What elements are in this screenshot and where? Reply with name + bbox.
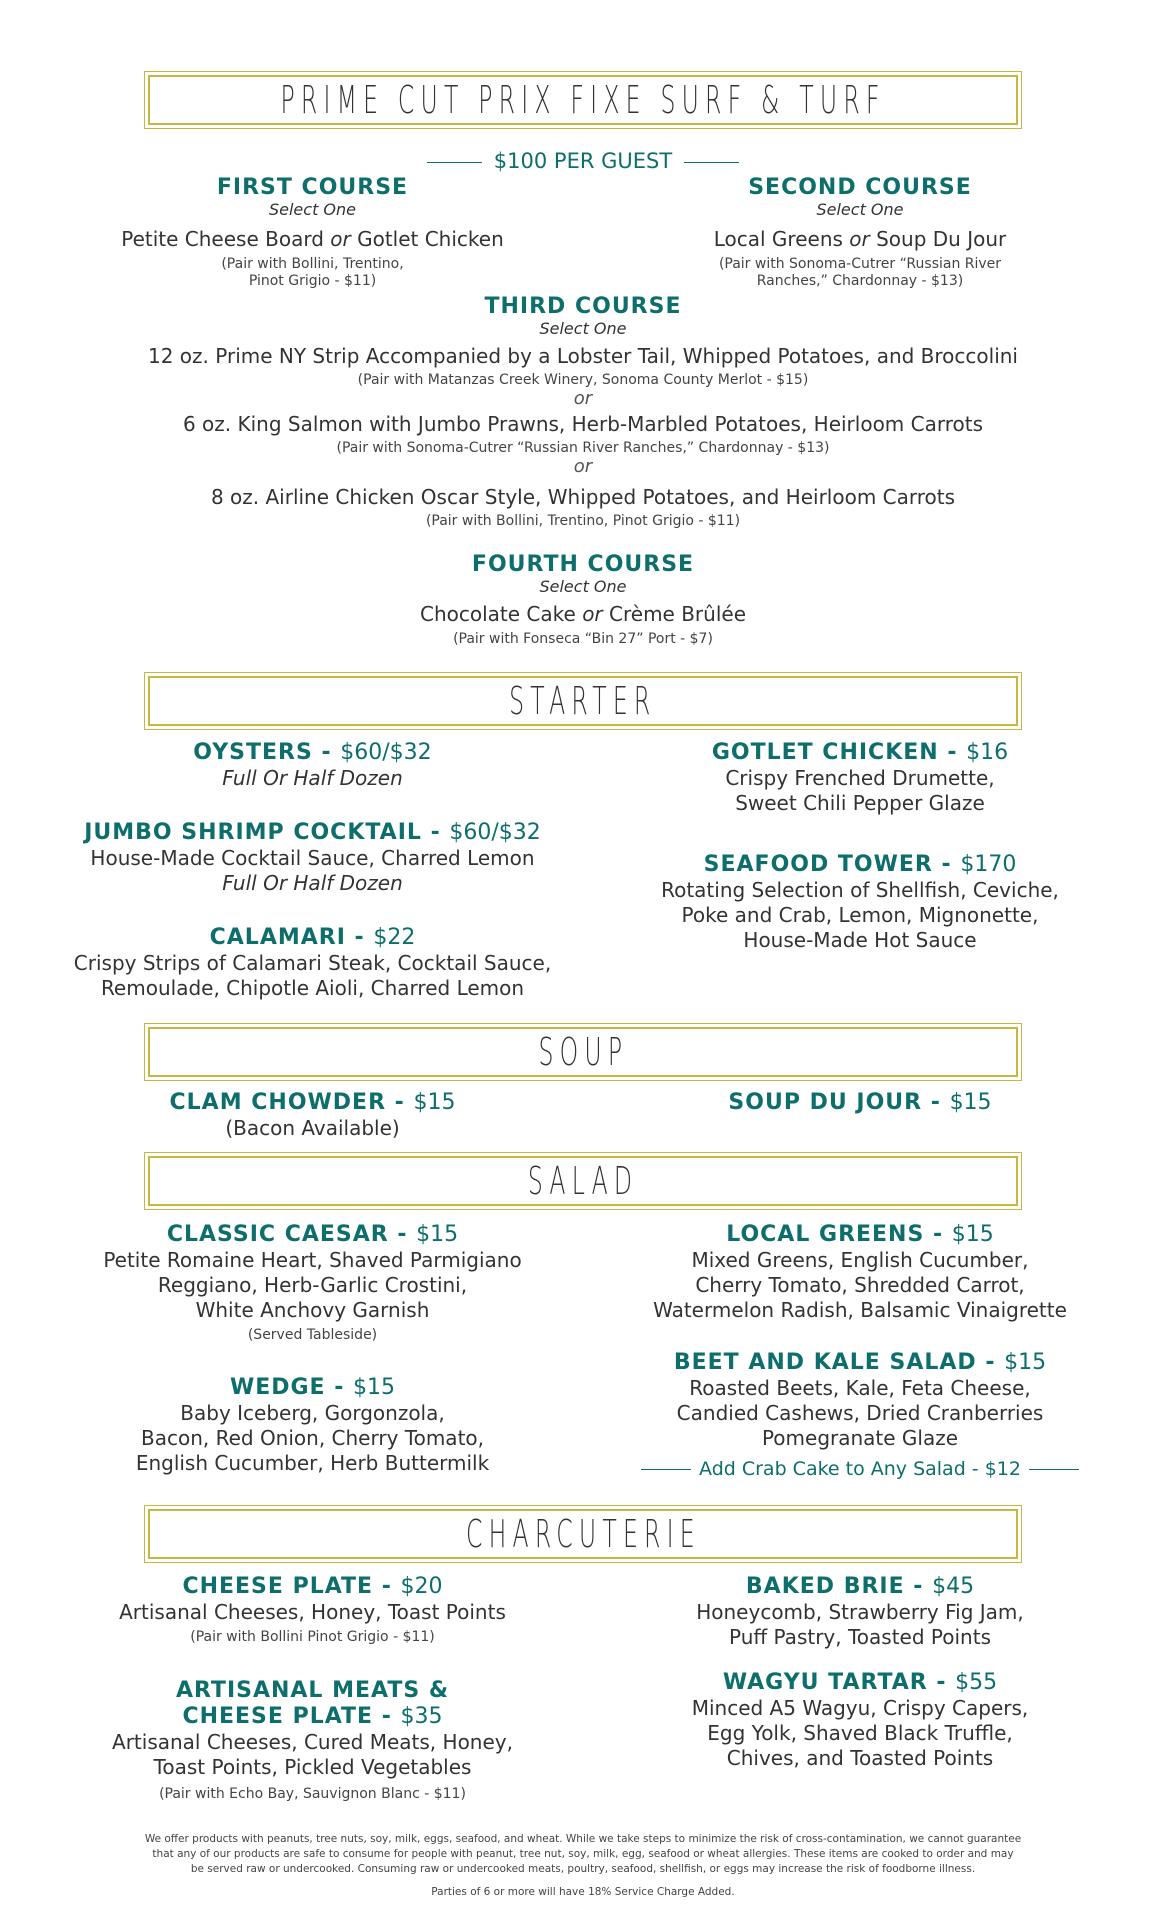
item-description: Roasted Beets, Kale, Feta Cheese, — [689, 1376, 1031, 1400]
item-title: CLAM CHOWDER - $15 — [169, 1090, 456, 1115]
wedge-item — [40, 1375, 585, 1476]
item-description: Mixed Greens, English Cucumber, — [691, 1248, 1029, 1272]
first-course — [40, 175, 585, 290]
clam-chowder-item — [40, 1090, 585, 1141]
item-description: Crispy Frenched Drumette, — [725, 766, 995, 790]
service-charge-note: Parties of 6 or more will have 18% Service Charge Added. — [431, 1886, 735, 1898]
item-description: Bacon, Red Onion, Cherry Tomato, — [140, 1426, 485, 1450]
cheese-plate-item — [40, 1574, 585, 1646]
divider — [1029, 1469, 1079, 1470]
entree-option: 12 oz. Prime NY Strip Accompanied by a Lobster Tail, Whipped Potatoes, and Broccolini — [148, 344, 1018, 368]
item-description: Rotating Selection of Shellfish, Ceviche, — [661, 878, 1059, 902]
course-options: Petite Cheese Board or Gotlet Chicken — [121, 227, 504, 251]
pairing: (Pair with Bollini, Trentino, Pinot Grigio - $11) — [425, 513, 741, 529]
item-description: English Cucumber, Herb Buttermilk — [135, 1451, 490, 1475]
wagyu-tartar-item — [600, 1670, 1120, 1771]
baked-brie-item — [600, 1574, 1120, 1650]
item-description: Minced A5 Wagyu, Crispy Capers, — [691, 1696, 1029, 1720]
second-course — [600, 175, 1120, 290]
item-title: JUMBO SHRIMP COCKTAIL - $60/$32 — [84, 820, 541, 845]
course-title: THIRD COURSE — [484, 294, 682, 319]
divider — [427, 162, 482, 163]
select-one: Select One — [539, 577, 627, 596]
course-title: SECOND COURSE — [748, 175, 972, 200]
item-description: Chives, and Toasted Points — [726, 1746, 994, 1770]
item-description: Artisanal Cheeses, Honey, Toast Points — [119, 1600, 506, 1624]
item-title: CHEESE PLATE - $35 — [182, 1704, 443, 1729]
item-description: House-Made Cocktail Sauce, Charred Lemon — [90, 846, 535, 870]
pairing: (Pair with Bollini Pinot Grigio - $11) — [190, 1629, 435, 1645]
pairing: (Pair with Sonoma-Cutrer “Russian River Ranches,” Chardonnay - $13) — [718, 256, 1002, 289]
shrimp-cocktail-item — [40, 820, 585, 896]
item-note: (Bacon Available) — [225, 1116, 400, 1140]
select-one: Select One — [539, 319, 627, 338]
item-title: SOUP DU JOUR - $15 — [728, 1090, 992, 1115]
or-separator: or — [573, 456, 593, 477]
soup-du-jour-item — [600, 1090, 1120, 1116]
pairing: (Pair with Fonseca “Bin 27” Port - $7) — [453, 631, 713, 647]
item-title: CHEESE PLATE - $20 — [182, 1574, 443, 1599]
item-description: House-Made Hot Sauce — [743, 928, 977, 952]
crab-cake-addon: Add Crab Cake to Any Salad - $12 — [600, 1457, 1120, 1482]
item-title: GOTLET CHICKEN - $16 — [711, 740, 1009, 765]
pairing: (Pair with Sonoma-Cutrer “Russian River Ranches,” Chardonnay - $13) — [336, 440, 830, 456]
item-description: Remoulade, Chipotle Aioli, Charred Lemon — [100, 976, 525, 1000]
course-options: Chocolate Cake or Crème Brûlée — [420, 602, 746, 626]
item-description: White Anchovy Garnish — [195, 1298, 430, 1322]
charcuterie-banner: CHARCUTERIE — [148, 1509, 1018, 1559]
item-description: Cherry Tomato, Shredded Carrot, — [695, 1273, 1025, 1297]
course-title: FIRST COURSE — [216, 175, 409, 200]
oysters-item — [40, 740, 585, 791]
item-description: Reggiano, Herb-Garlic Crostini, — [157, 1273, 468, 1297]
item-title: WAGYU TARTAR - $55 — [722, 1670, 998, 1695]
item-note: Full Or Half Dozen — [222, 871, 403, 895]
item-title: LOCAL GREENS - $15 — [726, 1222, 994, 1247]
item-description: Poke and Crab, Lemon, Mignonette, — [681, 903, 1039, 927]
item-description: Candied Cashews, Dried Cranberries — [676, 1401, 1044, 1425]
entree-option: 6 oz. King Salmon with Jumbo Prawns, Herb-Marbled Potatoes, Heirloom Carrots — [182, 412, 984, 436]
artisanal-meats-item — [40, 1678, 585, 1803]
seafood-tower-item — [600, 852, 1120, 953]
item-description: Watermelon Radish, Balsamic Vinaigrette — [653, 1298, 1067, 1322]
item-description: Egg Yolk, Shaved Black Truffle, — [707, 1721, 1013, 1745]
divider — [641, 1469, 691, 1470]
classic-caesar-item — [40, 1222, 585, 1344]
prix-fixe-banner: PRIME CUT PRIX FIXE SURF & TURF — [148, 75, 1018, 125]
select-one: Select One — [268, 200, 357, 219]
item-description: Toast Points, Pickled Vegetables — [153, 1755, 472, 1779]
item-title: OYSTERS - $60/$32 — [193, 740, 432, 765]
item-title: CALAMARI - $22 — [209, 925, 416, 950]
item-title: ARTISANAL MEATS & — [175, 1678, 450, 1703]
item-title: CLASSIC CAESAR - $15 — [166, 1222, 459, 1247]
third-course — [40, 294, 1126, 530]
beet-kale-salad-item — [600, 1350, 1120, 1451]
starter-banner: STARTER — [148, 676, 1018, 726]
item-description: Honeycomb, Strawberry Fig Jam, — [696, 1600, 1024, 1624]
item-description: Petite Romaine Heart, Shaved Parmigiano — [103, 1248, 522, 1272]
pairing: (Pair with Bollini, Trentino, Pinot Grigio - $11) — [221, 256, 404, 289]
divider — [684, 162, 739, 163]
or-separator: or — [573, 388, 593, 409]
pairing: (Pair with Matanzas Creek Winery, Sonoma County Merlot - $15) — [357, 372, 809, 388]
item-description: Artisanal Cheeses, Cured Meats, Honey, — [112, 1730, 513, 1754]
item-title: BAKED BRIE - $45 — [745, 1574, 975, 1599]
local-greens-item — [600, 1222, 1120, 1323]
calamari-item — [40, 925, 585, 1001]
item-description: Sweet Chili Pepper Glaze — [735, 791, 985, 815]
course-options: Local Greens or Soup Du Jour — [713, 227, 1007, 251]
price-per-guest: $100 PER GUEST — [40, 148, 1126, 174]
item-title: BEET AND KALE SALAD - $15 — [673, 1350, 1047, 1375]
gotlet-chicken-item — [600, 740, 1120, 816]
item-note: Full Or Half Dozen — [222, 766, 403, 790]
soup-banner: SOUP — [148, 1027, 1018, 1077]
item-description: Baby Iceberg, Gorgonzola, — [180, 1401, 445, 1425]
item-note: (Served Tableside) — [247, 1327, 378, 1343]
select-one: Select One — [816, 200, 904, 219]
fourth-course — [40, 552, 1126, 648]
salad-banner: SALAD — [148, 1156, 1018, 1206]
allergen-disclaimer: We offer products with peanuts, tree nuts, soy, milk, eggs, seafood, and wheat. While we take steps to minimize the risk of cross-contamination, we cannot guarantee that any of our products are safe to consume for people with peanut, tree nut, soy, milk, egg, seafood or wheat allergies. These items are cooked to order and may be served raw or undercooked. Consuming raw or undercooked meats, poultry, seafood, shellfish, or eggs may increase the risk of foodborne illness. — [144, 1833, 1022, 1875]
entree-option: 8 oz. Airline Chicken Oscar Style, Whipped Potatoes, and Heirloom Carrots — [210, 485, 956, 509]
item-description: Puff Pastry, Toasted Points — [729, 1625, 991, 1649]
item-title: SEAFOOD TOWER - $170 — [703, 852, 1017, 877]
pairing: (Pair with Echo Bay, Sauvignon Blanc - $11) — [159, 1786, 466, 1802]
item-description: Pomegranate Glaze — [761, 1426, 959, 1450]
item-title: WEDGE - $15 — [229, 1375, 396, 1400]
item-description: Crispy Strips of Calamari Steak, Cocktail Sauce, — [73, 951, 552, 975]
course-title: FOURTH COURSE — [471, 552, 695, 577]
